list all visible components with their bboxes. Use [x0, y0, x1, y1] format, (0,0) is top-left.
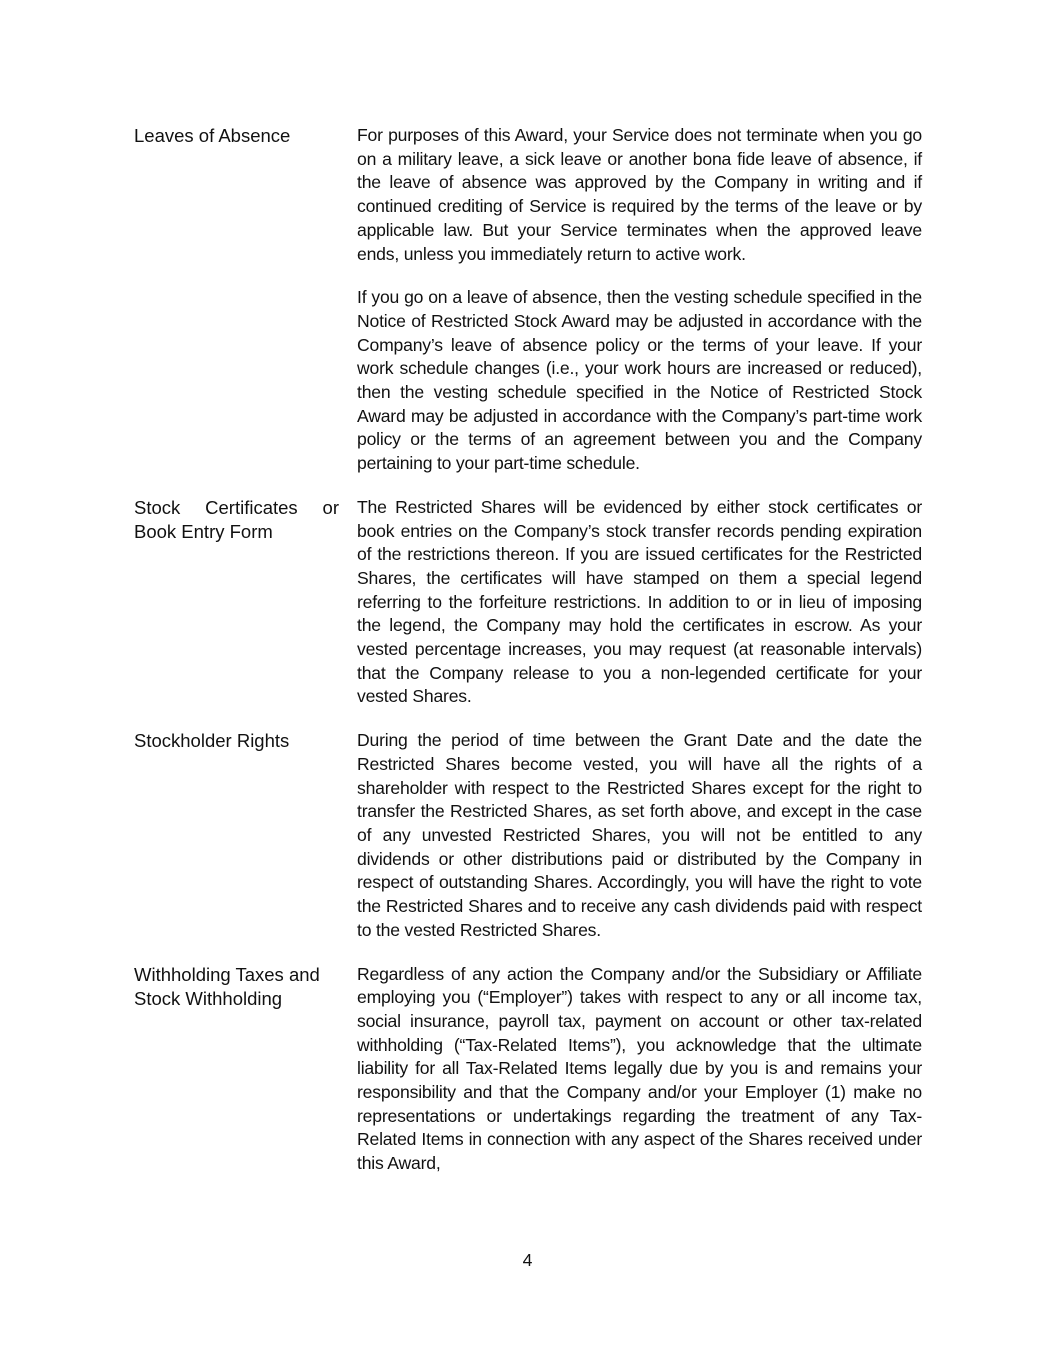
section-content	[357, 496, 922, 709]
paragraph: For purposes of this Award, your Service does not terminate when you go on a military leave, a sick leave or another bona fide leave of absence, if the leave of absence was approved by the Company in writing and if continued crediting of Service is required by the terms of the leave or by applicable law. But your Service terminates when the approved leave ends, unless you immediately return to active work.	[357, 125, 922, 264]
section-leaves-of-absence	[134, 124, 922, 476]
section-heading	[134, 124, 339, 476]
heading-line: Book Entry Form	[134, 520, 273, 542]
section-stockholder-rights	[134, 729, 922, 942]
section-content	[357, 124, 922, 476]
heading-line: Stock Withholding	[134, 987, 283, 1009]
section-withholding-taxes	[134, 963, 922, 1176]
heading-line: Withholding Taxes and	[134, 963, 320, 985]
section-content	[357, 963, 922, 1176]
heading-line: Leaves of Absence	[134, 125, 291, 146]
section-heading	[134, 496, 339, 709]
section-heading	[134, 963, 339, 1176]
document-page	[134, 124, 922, 1196]
paragraph: During the period of time between the Grant Date and the date the Restricted Shares become vested, you will have all the rights of a shareholder with respect to the Restricted Shares except for the right to transfer the Restricted Shares, as set forth above, and except in the case of any unvested Restricted Shares, you will not be entitled to any dividends or other distributions paid or distributed by the Company in respect of outstanding Shares. Accordingly, you will have the right to vote the Restricted Shares and to receive any cash dividends paid with respect to the vested Restricted Shares.	[357, 730, 922, 940]
heading-line: Stockholder Rights	[134, 730, 290, 752]
section-stock-certificates	[134, 496, 922, 709]
paragraph: The Restricted Shares will be evidenced by either stock certificates or book entries on the Company’s stock transfer records pending expiration of the restrictions thereon. If you are issued certificates for the Restricted Shares, the certificates will have stamped on them a special legend referring to the forfeiture restrictions. In addition to or in lieu of imposing the legend, the Company may hold the certificates in escrow. As your vested percentage increases, you may request (at reasonable intervals) that the Company release to you a non-legended certificate for your vested Shares.	[357, 496, 922, 707]
section-content	[357, 729, 922, 942]
paragraph: Regardless of any action the Company and/or the Subsidiary or Affiliate employing you (“Employer”) takes with respect to any or all income tax, social insurance, payroll tax, payment on account or other tax-related withholding (“Tax-Related Items”), you acknowledge that the ultimate liability for all Tax-Related Items legally due by you is and remains your responsibility and that the Company and/or your Employer (1) make no representations or undertakings regarding the treatment of any Tax-Related Items in connection with any aspect of the Shares received under this Award,	[357, 963, 922, 1174]
paragraph: If you go on a leave of absence, then the vesting schedule specified in the Notice of Restricted Stock Award may be adjusted in accordance with the Company’s leave of absence policy or the terms of your leave. If your work schedule changes (i.e., your work hours are increased or reduced), then the vesting schedule specified in the Notice of Restricted Stock Award may be adjusted in accordance with the Company’s part-time work policy or the terms of an agreement between you and the Company pertaining to your part-time schedule.	[357, 287, 922, 474]
page-number: 4	[522, 1250, 533, 1270]
section-heading	[134, 729, 339, 942]
heading-line: Stock Certificates or	[134, 496, 339, 518]
